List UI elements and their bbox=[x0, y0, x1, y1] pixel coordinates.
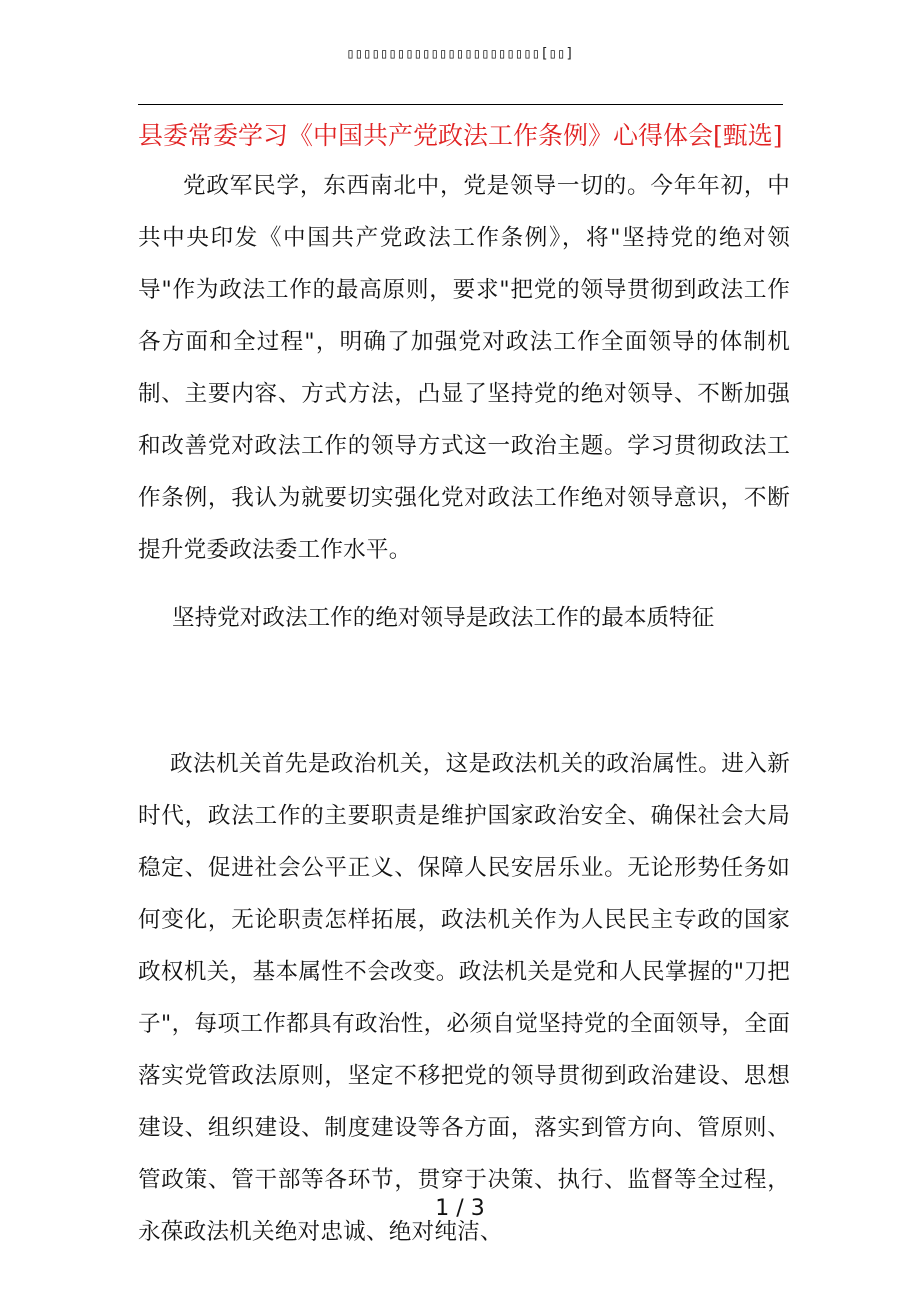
body-paragraph-2: 政法机关首先是政治机关，这是政法机关的政治属性。进入新时代，政法工作的主要职责是维护国家政治安全、确保社会大局稳定、促进社会公平正义、保障人民安居乐业。无论形势任务如何变化，无论职责怎样拓展，政法机关作为人民民主专政的国家政权机关，基本属性不会改变。政法机关是党和人民掌握的"刀把子"，每项工作都具有政治性，必须自觉坚持党的全面领导，全面落实党管政法原则，坚定不移把党的领导贯彻到政治建设、思想建设、组织建设、制度建设等各方面，落实到管方向、管原则、管政策、管干部等各环节，贯穿于决策、执行、监督等全过程，永葆政法机关绝对忠诚、绝对纯洁、 bbox=[138, 751, 790, 1245]
header-divider bbox=[138, 104, 783, 105]
running-header: ▯▯▯▯▯▯▯▯▯▯▯▯▯▯▯▯▯▯▯▯▯▯▯[▯▯] bbox=[346, 46, 574, 62]
body-paragraph-1: 党政军民学，东西南北中，党是领导一切的。今年年初，中共中央印发《中国共产党政法工作条例》，将"坚持党的绝对领导"作为政法工作的最高原则，要求"把党的领导贯彻到政法工作各方面和全过程"，明确了加强党对政法工作全面领导的体制机制、主要内容、方式方法，凸显了坚持党的绝对领导、不断加强和改善党对政法工作的领导方式这一政治主题。学习贯彻政法工作条例，我认为就要切实强化党对政法工作绝对领导意识，不断提升党委政法委工作水平。 bbox=[138, 173, 790, 563]
page-number: 1 / 3 bbox=[435, 1196, 485, 1221]
section-heading: 坚持党对政法工作的绝对领导是政法工作的最本质特征 bbox=[172, 605, 715, 631]
document-title: 县委常委学习《中国共产党政法工作条例》心得体会[甄选] bbox=[138, 121, 783, 150]
